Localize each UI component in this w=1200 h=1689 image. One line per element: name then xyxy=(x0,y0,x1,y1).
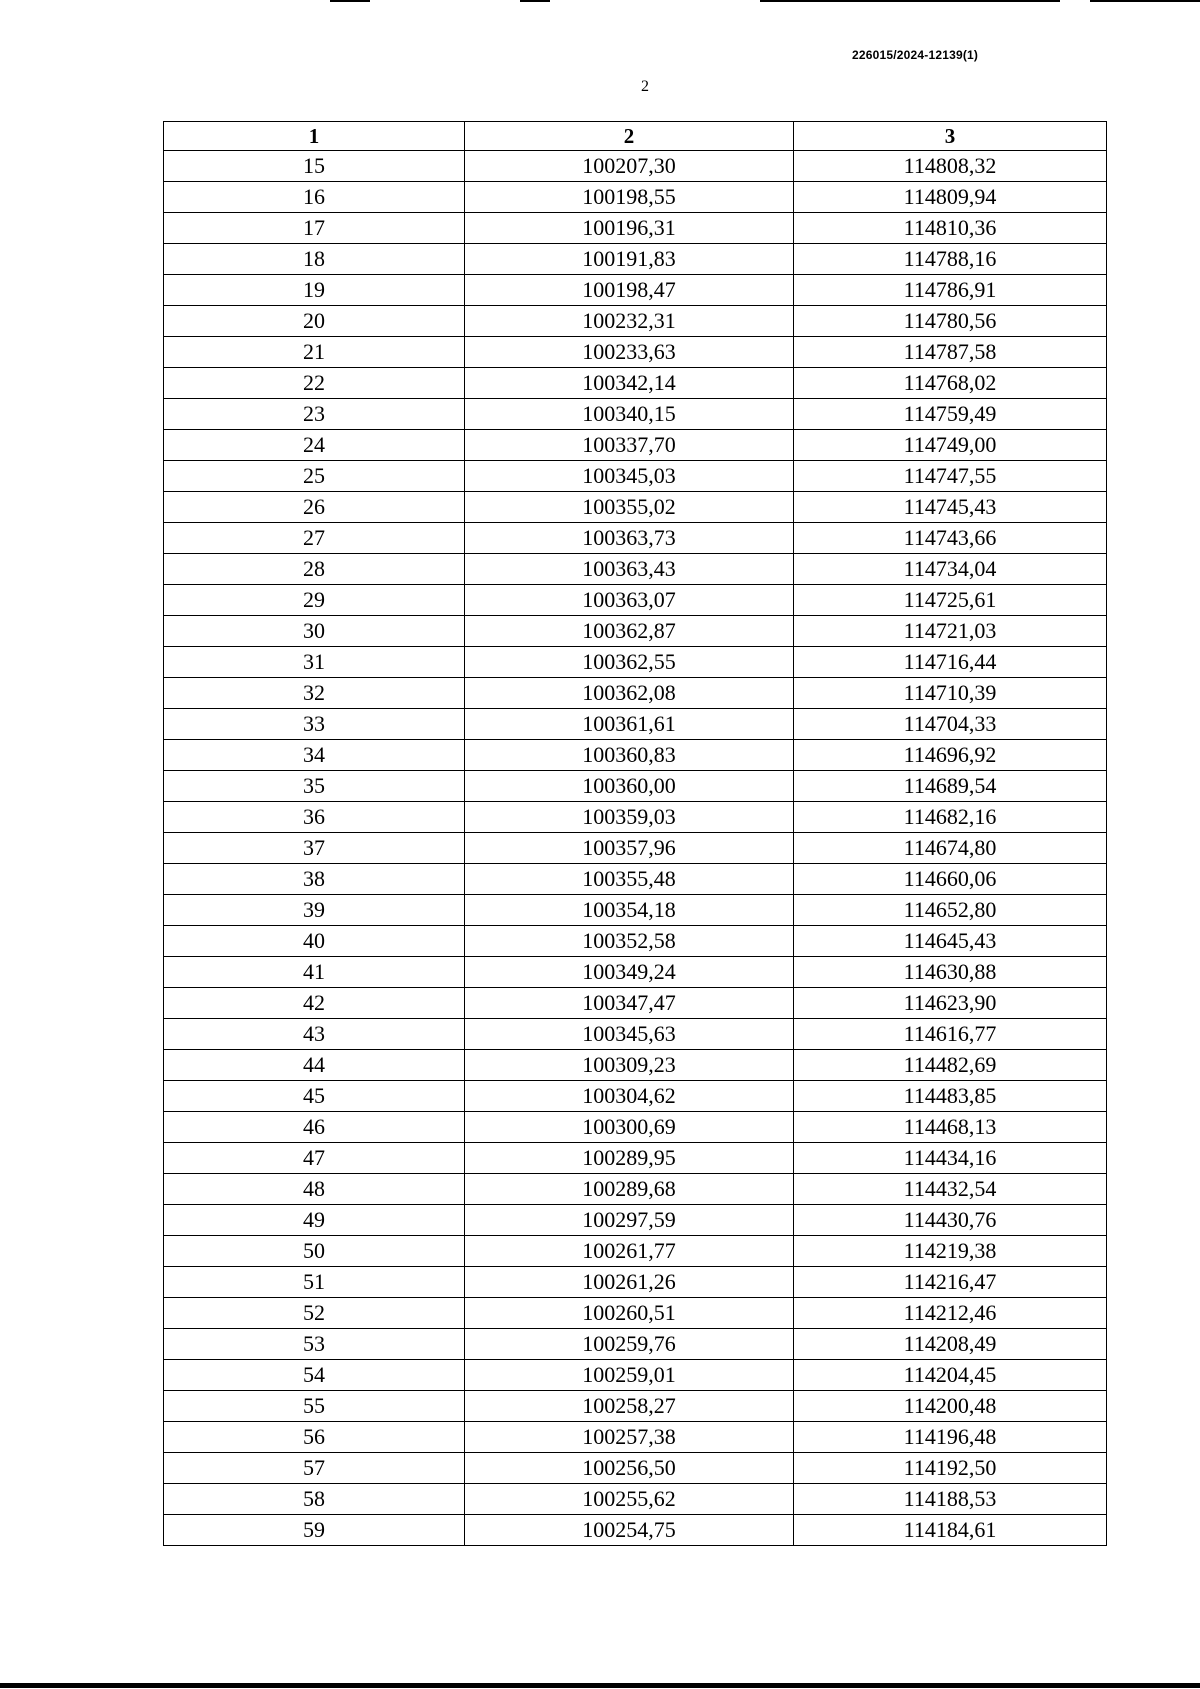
point-number-cell: 37 xyxy=(164,833,465,864)
point-number-cell: 21 xyxy=(164,337,465,368)
x-coordinate-cell: 100357,96 xyxy=(465,833,794,864)
point-number-cell: 55 xyxy=(164,1391,465,1422)
point-number-cell: 57 xyxy=(164,1453,465,1484)
point-number-cell: 16 xyxy=(164,182,465,213)
table-row xyxy=(164,182,1107,213)
point-number-cell: 44 xyxy=(164,1050,465,1081)
point-number-cell: 54 xyxy=(164,1360,465,1391)
y-coordinate-cell: 114212,46 xyxy=(794,1298,1107,1329)
point-number-cell: 18 xyxy=(164,244,465,275)
x-coordinate-cell: 100260,51 xyxy=(465,1298,794,1329)
point-number-cell: 33 xyxy=(164,709,465,740)
y-coordinate-cell: 114645,43 xyxy=(794,926,1107,957)
table-row xyxy=(164,678,1107,709)
y-coordinate-cell: 114768,02 xyxy=(794,368,1107,399)
y-coordinate-cell: 114747,55 xyxy=(794,461,1107,492)
y-coordinate-cell: 114432,54 xyxy=(794,1174,1107,1205)
point-number-cell: 48 xyxy=(164,1174,465,1205)
y-coordinate-cell: 114204,45 xyxy=(794,1360,1107,1391)
table-row xyxy=(164,1081,1107,1112)
x-coordinate-cell: 100255,62 xyxy=(465,1484,794,1515)
table-row xyxy=(164,1236,1107,1267)
x-coordinate-cell: 100342,14 xyxy=(465,368,794,399)
x-coordinate-cell: 100207,30 xyxy=(465,151,794,182)
point-number-cell: 40 xyxy=(164,926,465,957)
x-coordinate-cell: 100359,03 xyxy=(465,802,794,833)
table-row xyxy=(164,492,1107,523)
y-coordinate-cell: 114716,44 xyxy=(794,647,1107,678)
table-row xyxy=(164,430,1107,461)
y-coordinate-cell: 114482,69 xyxy=(794,1050,1107,1081)
point-number-cell: 15 xyxy=(164,151,465,182)
point-number-cell: 19 xyxy=(164,275,465,306)
table-row xyxy=(164,461,1107,492)
point-number-cell: 50 xyxy=(164,1236,465,1267)
point-number-cell: 51 xyxy=(164,1267,465,1298)
point-number-cell: 24 xyxy=(164,430,465,461)
y-coordinate-cell: 114219,38 xyxy=(794,1236,1107,1267)
table-row xyxy=(164,1484,1107,1515)
x-coordinate-cell: 100289,95 xyxy=(465,1143,794,1174)
table-row xyxy=(164,306,1107,337)
table-row xyxy=(164,244,1107,275)
y-coordinate-cell: 114786,91 xyxy=(794,275,1107,306)
point-number-cell: 45 xyxy=(164,1081,465,1112)
x-coordinate-cell: 100354,18 xyxy=(465,895,794,926)
y-coordinate-cell: 114483,85 xyxy=(794,1081,1107,1112)
x-coordinate-cell: 100349,24 xyxy=(465,957,794,988)
x-coordinate-cell: 100361,61 xyxy=(465,709,794,740)
x-coordinate-cell: 100259,76 xyxy=(465,1329,794,1360)
table-row xyxy=(164,1515,1107,1546)
table-row xyxy=(164,1360,1107,1391)
table-row xyxy=(164,647,1107,678)
table-row xyxy=(164,895,1107,926)
x-coordinate-cell: 100233,63 xyxy=(465,337,794,368)
point-number-cell: 49 xyxy=(164,1205,465,1236)
x-coordinate-cell: 100362,55 xyxy=(465,647,794,678)
point-number-cell: 36 xyxy=(164,802,465,833)
column-header-2: 2 xyxy=(465,122,794,151)
point-number-cell: 52 xyxy=(164,1298,465,1329)
x-coordinate-cell: 100256,50 xyxy=(465,1453,794,1484)
y-coordinate-cell: 114808,32 xyxy=(794,151,1107,182)
x-coordinate-cell: 100362,08 xyxy=(465,678,794,709)
y-coordinate-cell: 114710,39 xyxy=(794,678,1107,709)
x-coordinate-cell: 100340,15 xyxy=(465,399,794,430)
y-coordinate-cell: 114434,16 xyxy=(794,1143,1107,1174)
y-coordinate-cell: 114652,80 xyxy=(794,895,1107,926)
point-number-cell: 59 xyxy=(164,1515,465,1546)
x-coordinate-cell: 100261,26 xyxy=(465,1267,794,1298)
x-coordinate-cell: 100360,00 xyxy=(465,771,794,802)
y-coordinate-cell: 114192,50 xyxy=(794,1453,1107,1484)
coordinates-table xyxy=(163,121,1107,1546)
point-number-cell: 20 xyxy=(164,306,465,337)
point-number-cell: 31 xyxy=(164,647,465,678)
table-row xyxy=(164,802,1107,833)
point-number-cell: 46 xyxy=(164,1112,465,1143)
y-coordinate-cell: 114788,16 xyxy=(794,244,1107,275)
x-coordinate-cell: 100363,07 xyxy=(465,585,794,616)
point-number-cell: 41 xyxy=(164,957,465,988)
table-row xyxy=(164,771,1107,802)
document-registration-number: 226015/2024-12139(1) xyxy=(852,48,979,62)
point-number-cell: 29 xyxy=(164,585,465,616)
table-row xyxy=(164,1453,1107,1484)
table-header-row xyxy=(164,122,1107,151)
table-row xyxy=(164,926,1107,957)
y-coordinate-cell: 114810,36 xyxy=(794,213,1107,244)
x-coordinate-cell: 100191,83 xyxy=(465,244,794,275)
point-number-cell: 17 xyxy=(164,213,465,244)
y-coordinate-cell: 114216,47 xyxy=(794,1267,1107,1298)
point-number-cell: 42 xyxy=(164,988,465,1019)
point-number-cell: 38 xyxy=(164,864,465,895)
x-coordinate-cell: 100297,59 xyxy=(465,1205,794,1236)
table-row xyxy=(164,616,1107,647)
y-coordinate-cell: 114743,66 xyxy=(794,523,1107,554)
table-row xyxy=(164,1205,1107,1236)
x-coordinate-cell: 100337,70 xyxy=(465,430,794,461)
y-coordinate-cell: 114787,58 xyxy=(794,337,1107,368)
table-row xyxy=(164,151,1107,182)
y-coordinate-cell: 114809,94 xyxy=(794,182,1107,213)
table-row xyxy=(164,988,1107,1019)
x-coordinate-cell: 100347,47 xyxy=(465,988,794,1019)
y-coordinate-cell: 114725,61 xyxy=(794,585,1107,616)
point-number-cell: 28 xyxy=(164,554,465,585)
table-row xyxy=(164,337,1107,368)
x-coordinate-cell: 100345,03 xyxy=(465,461,794,492)
point-number-cell: 22 xyxy=(164,368,465,399)
y-coordinate-cell: 114745,43 xyxy=(794,492,1107,523)
x-coordinate-cell: 100232,31 xyxy=(465,306,794,337)
table-row xyxy=(164,1391,1107,1422)
point-number-cell: 35 xyxy=(164,771,465,802)
y-coordinate-cell: 114430,76 xyxy=(794,1205,1107,1236)
table-row xyxy=(164,585,1107,616)
point-number-cell: 58 xyxy=(164,1484,465,1515)
y-coordinate-cell: 114689,54 xyxy=(794,771,1107,802)
table-row xyxy=(164,523,1107,554)
x-coordinate-cell: 100289,68 xyxy=(465,1174,794,1205)
table-row xyxy=(164,709,1107,740)
x-coordinate-cell: 100261,77 xyxy=(465,1236,794,1267)
table-row xyxy=(164,1143,1107,1174)
x-coordinate-cell: 100198,55 xyxy=(465,182,794,213)
x-coordinate-cell: 100362,87 xyxy=(465,616,794,647)
point-number-cell: 30 xyxy=(164,616,465,647)
x-coordinate-cell: 100363,73 xyxy=(465,523,794,554)
column-header-1: 1 xyxy=(164,122,465,151)
point-number-cell: 27 xyxy=(164,523,465,554)
point-number-cell: 32 xyxy=(164,678,465,709)
table-row xyxy=(164,275,1107,306)
table-row xyxy=(164,213,1107,244)
x-coordinate-cell: 100300,69 xyxy=(465,1112,794,1143)
point-number-cell: 23 xyxy=(164,399,465,430)
table-row xyxy=(164,864,1107,895)
y-coordinate-cell: 114721,03 xyxy=(794,616,1107,647)
y-coordinate-cell: 114682,16 xyxy=(794,802,1107,833)
table-row xyxy=(164,554,1107,585)
table-row xyxy=(164,1267,1107,1298)
y-coordinate-cell: 114749,00 xyxy=(794,430,1107,461)
y-coordinate-cell: 114660,06 xyxy=(794,864,1107,895)
table-row xyxy=(164,740,1107,771)
table-row xyxy=(164,1019,1107,1050)
point-number-cell: 25 xyxy=(164,461,465,492)
point-number-cell: 56 xyxy=(164,1422,465,1453)
y-coordinate-cell: 114780,56 xyxy=(794,306,1107,337)
table-row xyxy=(164,368,1107,399)
y-coordinate-cell: 114208,49 xyxy=(794,1329,1107,1360)
point-number-cell: 43 xyxy=(164,1019,465,1050)
point-number-cell: 26 xyxy=(164,492,465,523)
x-coordinate-cell: 100304,62 xyxy=(465,1081,794,1112)
y-coordinate-cell: 114184,61 xyxy=(794,1515,1107,1546)
y-coordinate-cell: 114200,48 xyxy=(794,1391,1107,1422)
x-coordinate-cell: 100352,58 xyxy=(465,926,794,957)
y-coordinate-cell: 114188,53 xyxy=(794,1484,1107,1515)
page-number: 2 xyxy=(641,78,649,95)
coordinates-table-container xyxy=(163,121,1106,1546)
y-coordinate-cell: 114468,13 xyxy=(794,1112,1107,1143)
table-row xyxy=(164,957,1107,988)
y-coordinate-cell: 114623,90 xyxy=(794,988,1107,1019)
table-row xyxy=(164,1174,1107,1205)
table-body xyxy=(164,151,1107,1546)
table-row xyxy=(164,1050,1107,1081)
table-row xyxy=(164,1329,1107,1360)
x-coordinate-cell: 100363,43 xyxy=(465,554,794,585)
scan-top-edge xyxy=(0,0,1200,3)
table-row xyxy=(164,1112,1107,1143)
scan-bottom-edge xyxy=(0,1683,1200,1688)
x-coordinate-cell: 100309,23 xyxy=(465,1050,794,1081)
x-coordinate-cell: 100259,01 xyxy=(465,1360,794,1391)
y-coordinate-cell: 114704,33 xyxy=(794,709,1107,740)
point-number-cell: 34 xyxy=(164,740,465,771)
x-coordinate-cell: 100196,31 xyxy=(465,213,794,244)
table-row xyxy=(164,833,1107,864)
table-row xyxy=(164,1298,1107,1329)
x-coordinate-cell: 100258,27 xyxy=(465,1391,794,1422)
point-number-cell: 53 xyxy=(164,1329,465,1360)
y-coordinate-cell: 114196,48 xyxy=(794,1422,1107,1453)
x-coordinate-cell: 100257,38 xyxy=(465,1422,794,1453)
point-number-cell: 39 xyxy=(164,895,465,926)
y-coordinate-cell: 114734,04 xyxy=(794,554,1107,585)
x-coordinate-cell: 100360,83 xyxy=(465,740,794,771)
x-coordinate-cell: 100355,48 xyxy=(465,864,794,895)
x-coordinate-cell: 100198,47 xyxy=(465,275,794,306)
point-number-cell: 47 xyxy=(164,1143,465,1174)
table-row xyxy=(164,1422,1107,1453)
y-coordinate-cell: 114630,88 xyxy=(794,957,1107,988)
table-row xyxy=(164,399,1107,430)
y-coordinate-cell: 114759,49 xyxy=(794,399,1107,430)
y-coordinate-cell: 114616,77 xyxy=(794,1019,1107,1050)
y-coordinate-cell: 114674,80 xyxy=(794,833,1107,864)
x-coordinate-cell: 100345,63 xyxy=(465,1019,794,1050)
column-header-3: 3 xyxy=(794,122,1107,151)
x-coordinate-cell: 100355,02 xyxy=(465,492,794,523)
x-coordinate-cell: 100254,75 xyxy=(465,1515,794,1546)
y-coordinate-cell: 114696,92 xyxy=(794,740,1107,771)
